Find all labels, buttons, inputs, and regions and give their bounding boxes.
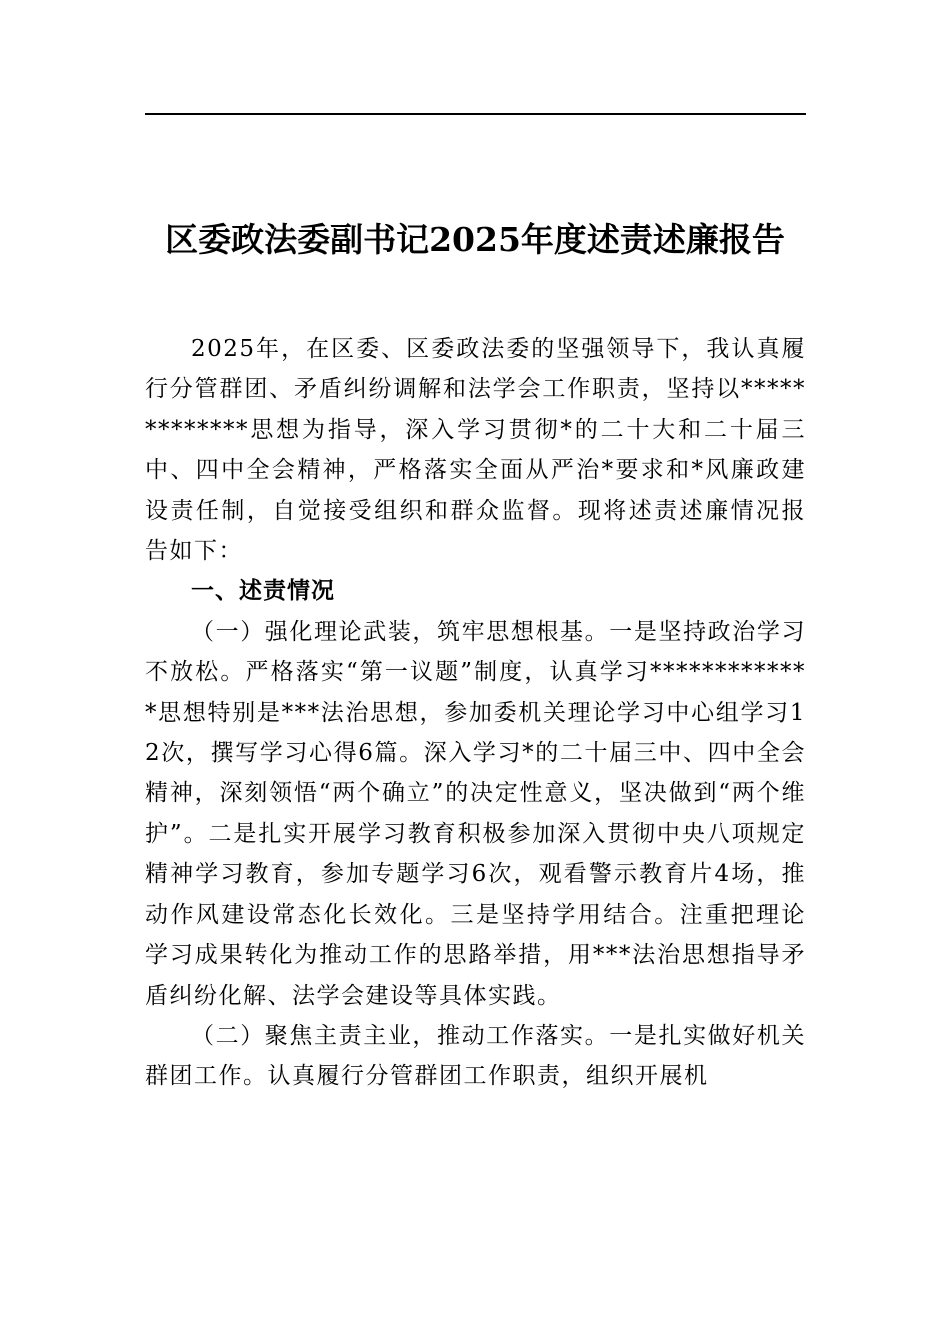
subsection-2-paragraph: （二）聚焦主责主业，推动工作落实。一是扎实做好机关群团工作。认真履行分管群团工作职责，组织开展机 xyxy=(145,1022,806,1090)
document-title: 区委政法委副书记2025年度述责述廉报告 xyxy=(165,220,785,260)
section-heading-1: 一、述责情况 xyxy=(191,578,335,605)
subsection-1-paragraph: （一）强化理论武装，筑牢思想根基。一是坚持政治学习不放松。严格落实“第一议题”制度，认真学习*************思想特别是***法治思想，参加委机关理论学习中心组学习12次，撰写学习心得6篇。深入学习*的二十届三中、四中全会精神，深刻领悟“两个确立”的决定性意义，坚决做到“两个维护”。二是扎实开展学习教育积极参加深入贯彻中央八项规定精神学习教育，参加专题学习6次，观看警示教育片4场，推动作风建设常态化长效化。三是坚持学用结合。注重把理论学习成果转化为推动工作的思路举措，用***法治思想指导矛盾纠纷化解、法学会建设等具体实践。 xyxy=(145,618,806,1009)
top-rule xyxy=(145,113,806,115)
document-body xyxy=(145,329,806,1097)
intro-paragraph: 2025年，在区委、区委政法委的坚强领导下，我认真履行分管群团、矛盾纠纷调解和法学会工作职责，坚持以*************思想为指导，深入学习贯彻*的二十大和二十届三中、四中全会精神，严格落实全面从严治*要求和*风廉政建设责任制，自觉接受组织和群众监督。现将述责述廉情况报告如下： xyxy=(145,336,806,565)
